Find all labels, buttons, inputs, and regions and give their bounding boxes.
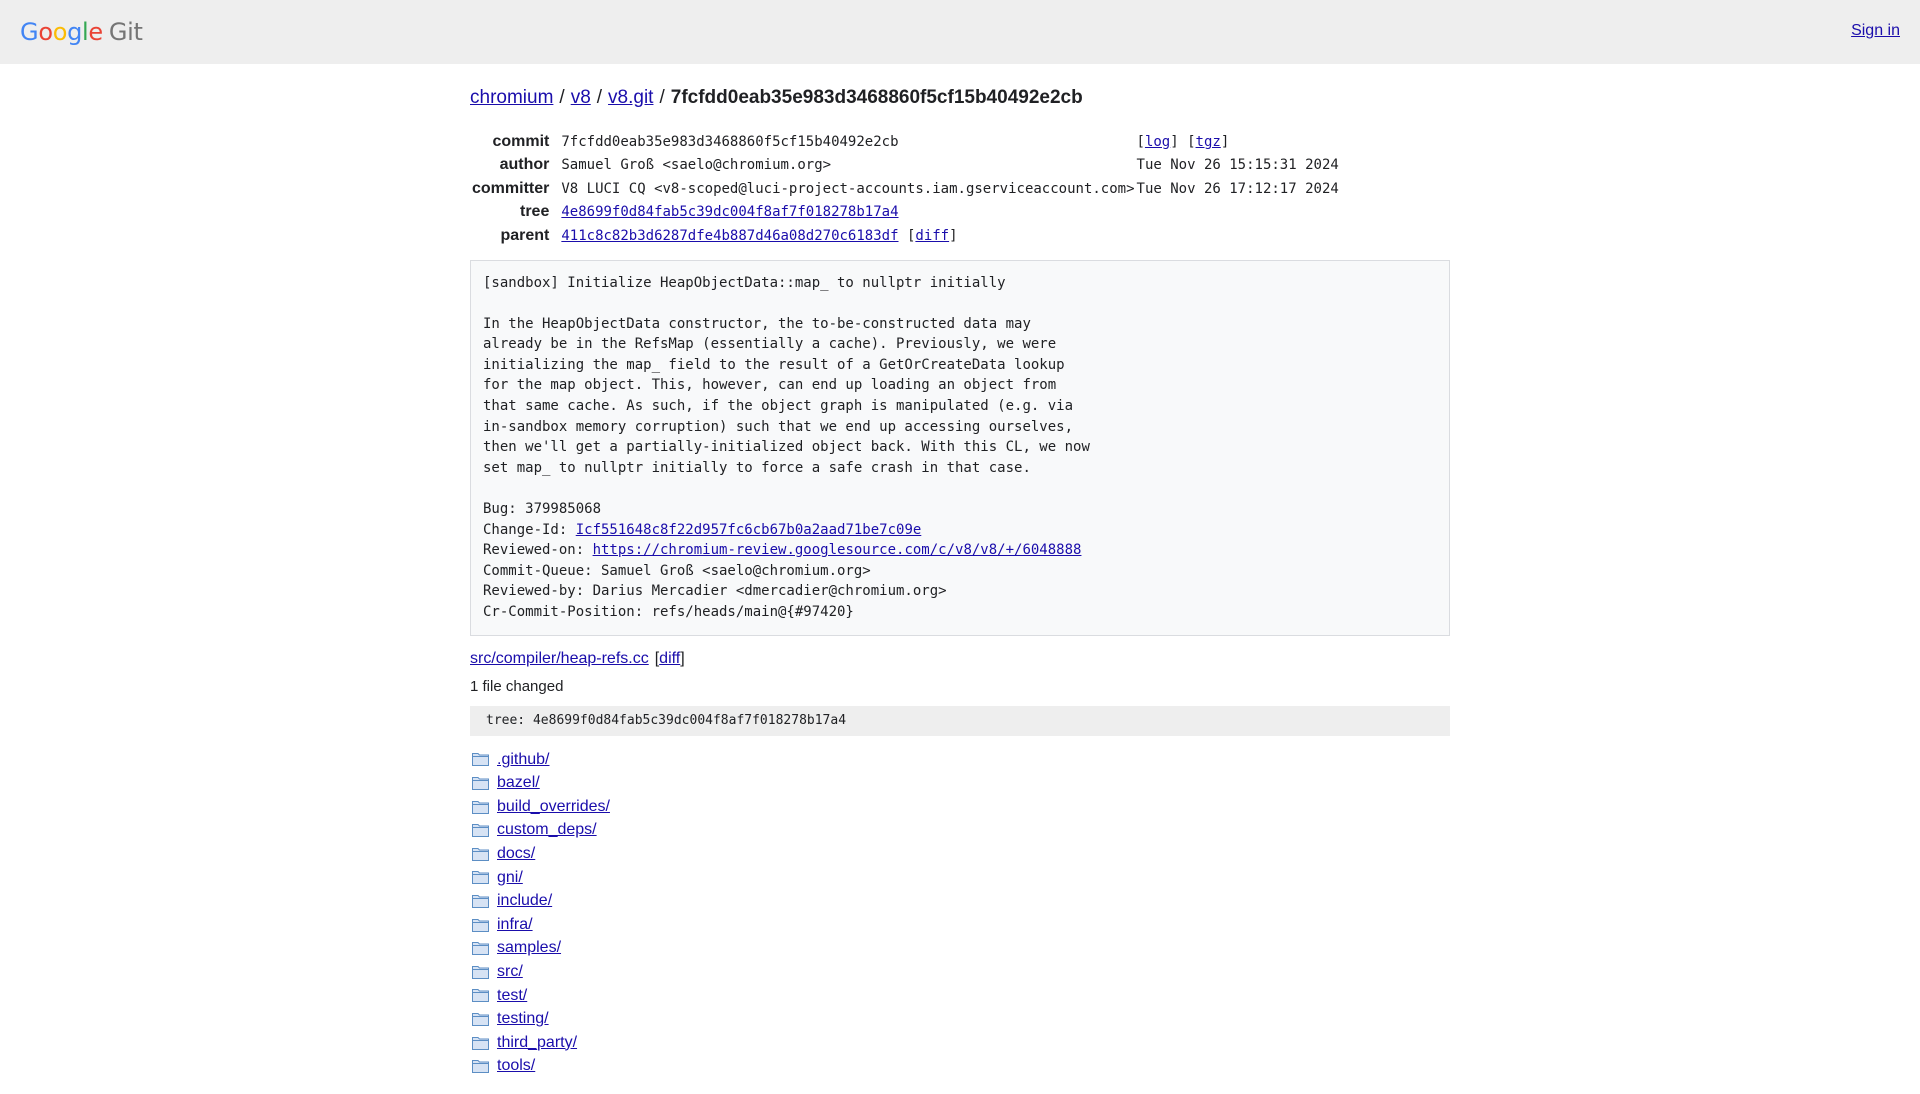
tree-entry bbox=[470, 842, 1450, 866]
tree-entry bbox=[470, 771, 1450, 795]
reviewed-on-prefix: Reviewed-on: bbox=[483, 542, 593, 559]
breadcrumb-item-chromium[interactable]: chromium bbox=[470, 87, 554, 108]
change-id-prefix: Change-Id: bbox=[483, 521, 576, 538]
folder-icon bbox=[472, 752, 489, 766]
author-date: Tue Nov 26 15:15:31 2024 bbox=[1136, 157, 1339, 174]
log-link[interactable]: log bbox=[1144, 133, 1171, 150]
tree-entry-link[interactable]: test/ bbox=[497, 986, 528, 1004]
logo-suffix: Git bbox=[108, 18, 143, 46]
tree-entry bbox=[470, 936, 1450, 960]
author-value: Samuel Groß <saelo@chromium.org> bbox=[561, 157, 832, 174]
tree-entry bbox=[470, 1007, 1450, 1031]
logo-letter: e bbox=[88, 18, 103, 46]
files-changed-summary: 1 file changed bbox=[470, 677, 564, 695]
tree-entry bbox=[470, 960, 1450, 984]
folder-icon bbox=[472, 918, 489, 932]
breadcrumb-item-v8-git[interactable]: v8.git bbox=[608, 87, 654, 108]
tree-entry-link[interactable]: docs/ bbox=[497, 844, 536, 862]
tree-entry-link[interactable]: custom_deps/ bbox=[497, 821, 597, 839]
parent-diff-link[interactable]: diff bbox=[915, 227, 950, 244]
folder-icon bbox=[472, 965, 489, 979]
tree-entry-link[interactable]: src/ bbox=[497, 962, 523, 980]
folder-icon bbox=[472, 1059, 489, 1073]
parent-hash-link[interactable]: 411c8c82b3d6287dfe4b887d46a08d270c6183df bbox=[561, 227, 899, 244]
author-row bbox=[470, 154, 1341, 178]
tree-listing bbox=[470, 748, 1450, 1078]
tree-entry-link[interactable]: third_party/ bbox=[497, 1033, 578, 1051]
folder-icon bbox=[472, 1012, 489, 1026]
logo-letter: o bbox=[38, 18, 53, 46]
tree-entry bbox=[470, 818, 1450, 842]
changed-file-link[interactable]: src/compiler/heap-refs.cc bbox=[470, 649, 649, 667]
commit-label: commit bbox=[492, 132, 550, 150]
breadcrumb-item-v8[interactable]: v8 bbox=[570, 87, 591, 108]
main-content bbox=[470, 64, 1450, 1094]
breadcrumb-current-commit: 7fcfdd0eab35e983d3468860f5cf15b40492e2cb bbox=[670, 87, 1083, 108]
tree-entry-link[interactable]: include/ bbox=[497, 892, 553, 910]
change-id-link[interactable]: Icf551648c8f22d957fc6cb67b0a2aad71be7c09e bbox=[575, 521, 922, 538]
folder-icon bbox=[472, 1036, 489, 1050]
tree-entry bbox=[470, 1054, 1450, 1078]
breadcrumb-separator: / bbox=[559, 87, 565, 108]
commit-hash: 7fcfdd0eab35e983d3468860f5cf15b40492e2cb bbox=[561, 133, 899, 150]
commit-message-footer: Commit-Queue: Samuel Groß <saelo@chromium.org> Reviewed-by: Darius Mercadier <dmercadier@chromium.org> Cr-Commit-Position: refs/heads/main@{#97420} bbox=[483, 562, 947, 620]
tree-entry-link[interactable]: gni/ bbox=[497, 868, 523, 886]
committer-value: V8 LUCI CQ <v8-scoped@luci-project-accounts.iam.gserviceaccount.com> bbox=[561, 180, 1135, 197]
folder-icon bbox=[472, 847, 489, 861]
commit-metadata-table bbox=[470, 130, 1341, 248]
committer-row bbox=[470, 177, 1341, 201]
breadcrumb-separator: / bbox=[596, 87, 603, 108]
reviewed-on-link[interactable]: https://chromium-review.googlesource.com/c/v8/v8/+/6048888 bbox=[592, 542, 1082, 559]
logo-letter: G bbox=[20, 18, 39, 46]
tree-entry bbox=[470, 984, 1450, 1008]
tree-entry bbox=[470, 748, 1450, 772]
tree-entry-link[interactable]: build_overrides/ bbox=[497, 797, 610, 815]
breadcrumb-separator: / bbox=[659, 87, 665, 108]
tree-entry-link[interactable]: bazel/ bbox=[497, 774, 540, 792]
folder-icon bbox=[472, 776, 489, 790]
tgz-link[interactable]: tgz bbox=[1195, 133, 1221, 150]
diff-tree: src/compiler/heap-refs.cc [diff] bbox=[470, 649, 685, 667]
tree-entry-link[interactable]: testing/ bbox=[497, 1010, 549, 1028]
logo-letter: g bbox=[67, 18, 83, 46]
tree-entry-link[interactable]: infra/ bbox=[497, 915, 533, 933]
tree-entry bbox=[470, 795, 1450, 819]
tree-heading: tree: 4e8699f0d84fab5c39dc004f8af7f018278b17a4 bbox=[470, 706, 1450, 736]
tree-entry-link[interactable]: tools/ bbox=[497, 1057, 536, 1075]
tree-entry-link[interactable]: samples/ bbox=[497, 939, 562, 957]
folder-icon bbox=[472, 870, 489, 884]
file-diff-link[interactable]: diff bbox=[659, 649, 681, 667]
commit-message-body: [sandbox] Initialize HeapObjectData::map_ to nullptr initially In the HeapObjectData constructor, the to-be-constructed data may already be in the RefsMap (essentially a cache). Previously, we were initializing the map_ field to the result of a GetOrCreateData lookup for the map object. This, however, can end up loading an object from that same cache. As such, if the object graph is manipulated (e.g. via in-sandbox memory corruption) such that we end up accessing ourselves, then we'll get a partially-initialized object back. With this CL, we now set map_ to nullptr initially to force a safe crash in that case. Bug: 379985068 bbox=[483, 274, 1090, 518]
tree-row bbox=[470, 201, 1341, 225]
folder-icon bbox=[472, 800, 489, 814]
committer-label: committer bbox=[472, 179, 550, 197]
google-git-logo[interactable] bbox=[20, 18, 143, 46]
breadcrumb bbox=[470, 86, 1450, 110]
folder-icon bbox=[472, 988, 489, 1002]
commit-message bbox=[470, 260, 1450, 636]
author-label: author bbox=[499, 156, 550, 174]
top-bar bbox=[0, 0, 1920, 64]
folder-icon bbox=[472, 894, 489, 908]
tree-entry bbox=[470, 866, 1450, 890]
tree-entry-link[interactable]: .github/ bbox=[497, 750, 550, 768]
folder-icon bbox=[472, 823, 489, 837]
parent-label: parent bbox=[500, 226, 550, 244]
commit-links: [log] [tgz] bbox=[1136, 133, 1230, 150]
folder-icon bbox=[472, 941, 489, 955]
tree-hash-link[interactable]: 4e8699f0d84fab5c39dc004f8af7f018278b17a4 bbox=[561, 204, 899, 221]
parent-row: parent 411c8c82b3d6287dfe4b887d46a08d270c6183df [diff] bbox=[470, 224, 1341, 248]
committer-date: Tue Nov 26 17:12:17 2024 bbox=[1136, 180, 1339, 197]
tree-label: tree bbox=[520, 203, 550, 221]
logo-letter: o bbox=[52, 18, 68, 46]
sign-in-link[interactable]: Sign in bbox=[1851, 22, 1900, 39]
tree-entry bbox=[470, 1031, 1450, 1055]
tree-entry bbox=[470, 889, 1450, 913]
tree-entry bbox=[470, 913, 1450, 937]
logo-letter: l bbox=[82, 18, 89, 46]
commit-row bbox=[470, 130, 1341, 154]
